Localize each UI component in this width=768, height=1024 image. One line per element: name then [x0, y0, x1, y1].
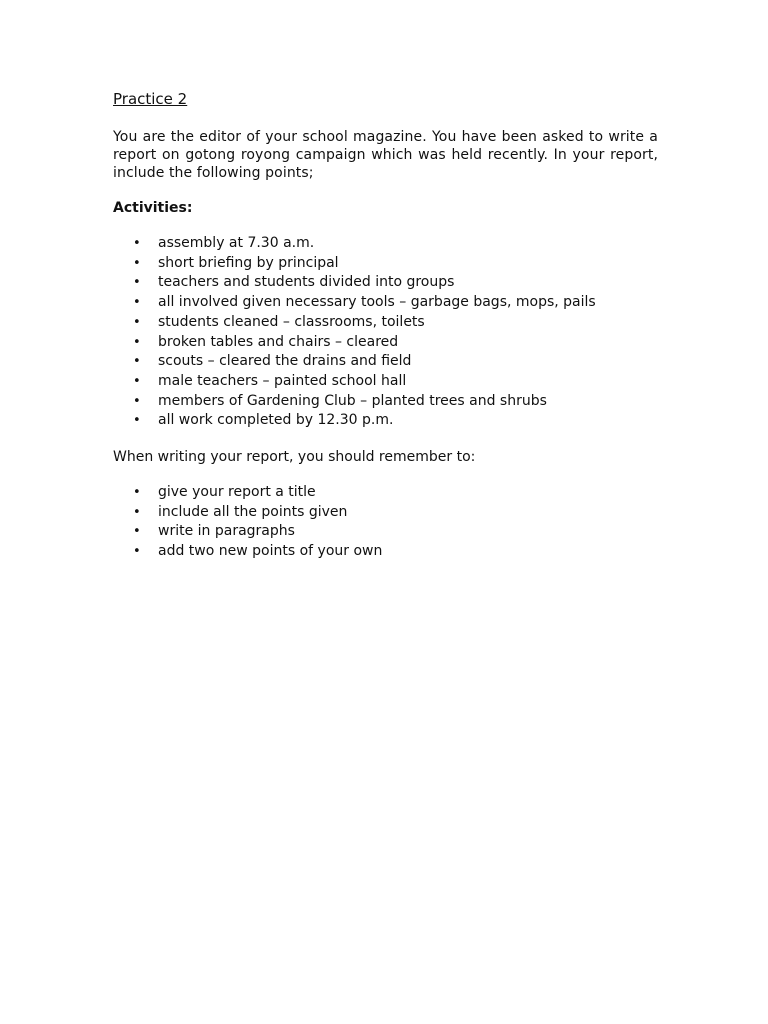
list-item-text: teachers and students divided into groups [158, 274, 455, 291]
bullet-icon: • [133, 393, 141, 409]
bullet-icon: • [133, 413, 141, 429]
list-item [113, 372, 658, 392]
list-item-text: add two new points of your own [158, 543, 383, 560]
list-item [113, 522, 658, 542]
bullet-icon: • [133, 334, 141, 350]
bullet-icon: • [133, 504, 141, 520]
bullet-icon: • [133, 524, 141, 540]
document-title: Practice 2 [113, 90, 188, 108]
list-item [113, 313, 658, 333]
activities-heading: Activities: [113, 200, 193, 216]
bullet-icon: • [133, 485, 141, 501]
list-item [113, 542, 658, 562]
list-item-text: scouts – cleared the drains and field [158, 353, 412, 370]
bullet-icon: • [133, 255, 141, 271]
reminder-intro: When writing your report, you should remember to: [113, 449, 476, 466]
list-item [113, 273, 658, 293]
list-item-text: short briefing by principal [158, 254, 339, 271]
bullet-icon: • [133, 354, 141, 370]
activities-list [113, 234, 658, 431]
list-item [113, 392, 658, 412]
list-item-text: students cleaned – classrooms, toilets [158, 313, 425, 330]
bullet-icon: • [133, 275, 141, 291]
list-item [113, 483, 658, 503]
list-item-text: include all the points given [158, 503, 348, 520]
bullet-icon: • [133, 236, 141, 251]
list-item [113, 503, 658, 523]
list-item-text: assembly at 7.30 a.m. [158, 235, 315, 251]
list-item [113, 234, 658, 254]
list-item-text: all work completed by 12.30 p.m. [158, 412, 394, 429]
list-item [113, 411, 658, 431]
intro-paragraph: You are the editor of your school magazine. You have been asked to write a report on gotong royong campaign which was held recently. In your report, include the following points; [113, 129, 658, 181]
bullet-icon: • [133, 544, 141, 560]
list-item-text: male teachers – painted school hall [158, 372, 407, 389]
bullet-icon: • [133, 314, 141, 330]
document-page [113, 90, 658, 579]
list-item [113, 352, 658, 372]
list-item-text: all involved given necessary tools – garbage bags, mops, pails [158, 294, 596, 311]
bullet-icon: • [133, 295, 141, 311]
reminders-list [113, 483, 658, 562]
list-item [113, 333, 658, 353]
list-item [113, 293, 658, 313]
list-item-text: broken tables and chairs – cleared [158, 333, 399, 350]
list-item-text: give your report a title [158, 484, 316, 501]
list-item-text: members of Gardening Club – planted trees and shrubs [158, 392, 547, 409]
bullet-icon: • [133, 373, 141, 389]
list-item-text: write in paragraphs [158, 523, 295, 540]
list-item [113, 254, 658, 274]
